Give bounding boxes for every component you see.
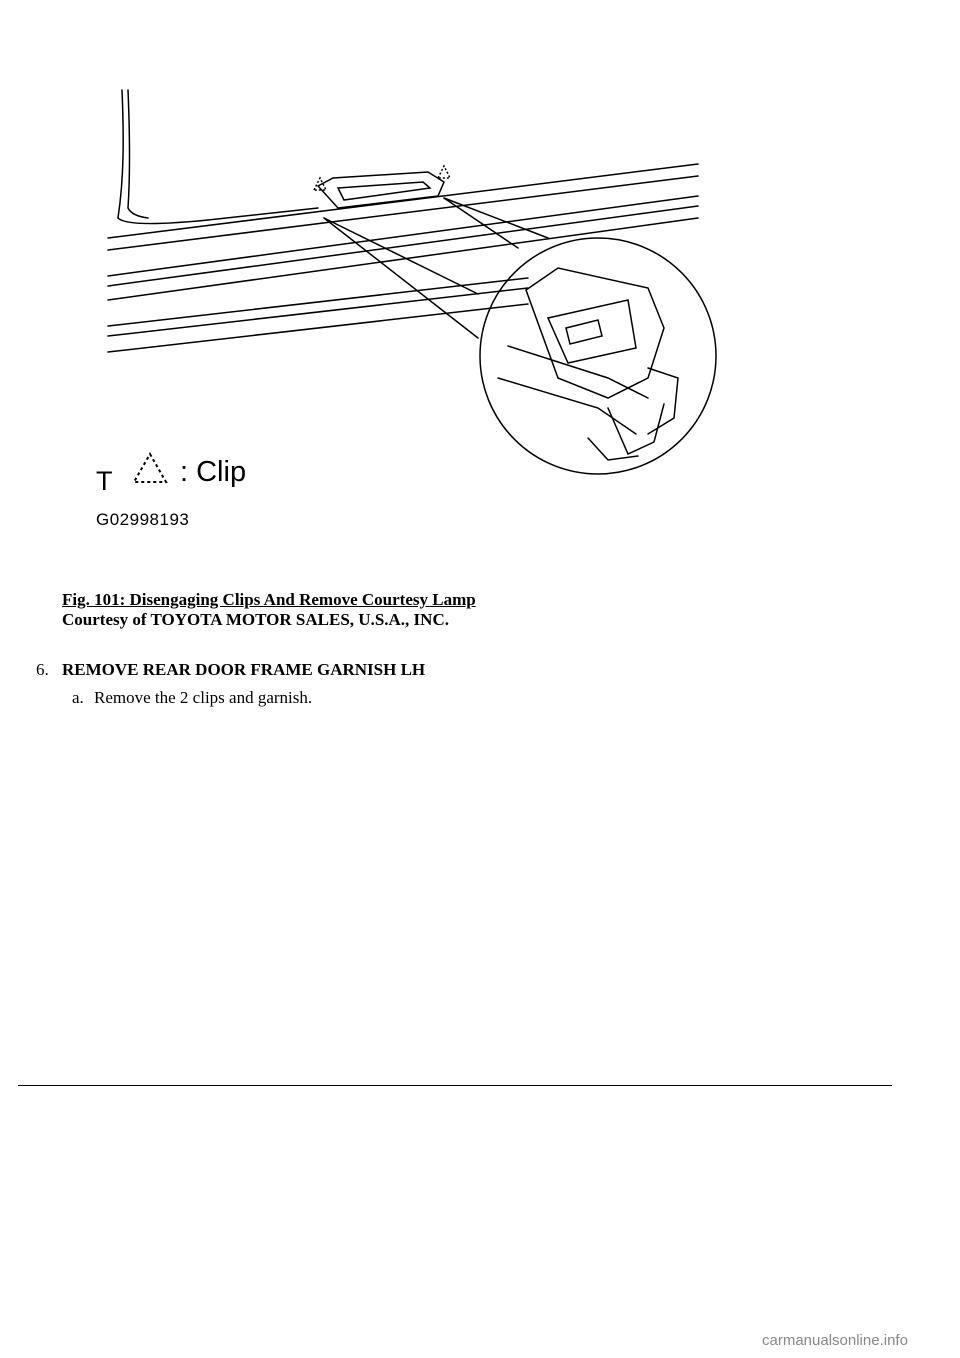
clip-legend-label: : Clip — [180, 456, 247, 488]
procedure-step — [36, 660, 425, 680]
figure-corner-letter: T — [96, 466, 113, 496]
figure-courtesy: Courtesy of TOYOTA MOTOR SALES, U.S.A., INC. — [62, 610, 449, 629]
step-number: 6. — [36, 660, 49, 679]
figure-caption — [62, 590, 476, 630]
substep-letter: a. — [72, 688, 84, 707]
procedure-substep — [72, 688, 312, 708]
clip-triangle-icon — [130, 450, 170, 486]
figure-title-link[interactable]: Fig. 101: Disengaging Clips And Remove Courtesy Lamp — [62, 590, 476, 609]
step-heading: REMOVE REAR DOOR FRAME GARNISH LH — [62, 660, 426, 679]
figure-code: G02998193 — [96, 510, 190, 529]
footer-watermark: carmanualsonline.info — [762, 1332, 908, 1349]
substep-text: Remove the 2 clips and garnish. — [94, 688, 313, 707]
page-divider — [18, 1085, 892, 1086]
